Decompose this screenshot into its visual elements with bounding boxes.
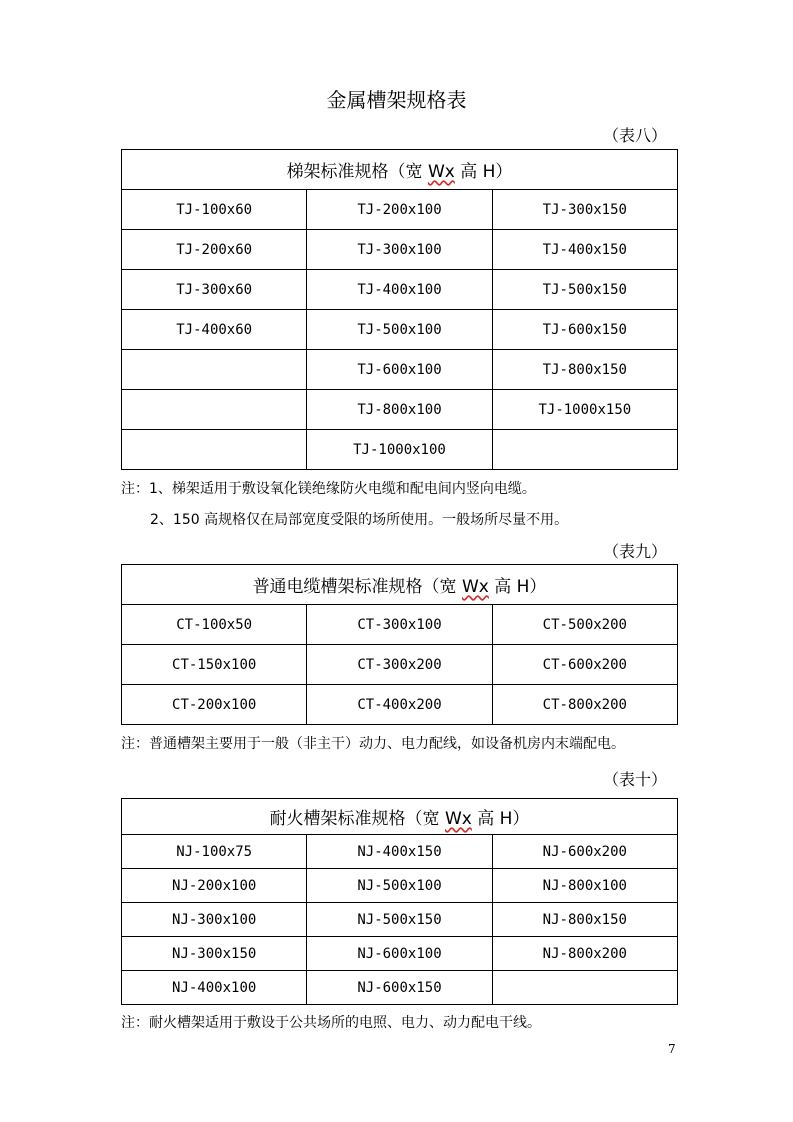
table-cell: CT-300x200 (307, 645, 492, 685)
table-row (122, 390, 678, 430)
table-row (122, 270, 678, 310)
table-cell: TJ-300x100 (307, 230, 492, 270)
table-cell: NJ-600x100 (307, 937, 492, 971)
table-10-note: 注：耐火槽架适用于敷设于公共场所的电照、电力、动力配电干线。 (121, 1015, 541, 1031)
table-row (122, 835, 678, 869)
table-header: 耐火槽架标准规格（宽 Wx 高 H） (122, 799, 678, 835)
page-title: 金属槽架规格表 (326, 88, 467, 112)
table-row (122, 971, 678, 1005)
table-cell: TJ-400x150 (492, 230, 677, 270)
table-cell: CT-800x200 (492, 685, 677, 725)
table-cell (492, 971, 677, 1005)
table-row (122, 645, 678, 685)
table-cell (122, 430, 307, 470)
table-row (122, 350, 678, 390)
table-cell: CT-200x100 (122, 685, 307, 725)
table-cell: TJ-600x100 (307, 350, 492, 390)
table-8-note-1: 注：1、梯架适用于敷设氧化镁绝缘防火电缆和配电间内竖向电缆。 (121, 481, 536, 497)
table-cell: TJ-800x100 (307, 390, 492, 430)
table-cell: NJ-500x150 (307, 903, 492, 937)
table-row (122, 430, 678, 470)
table-cell: TJ-300x60 (122, 270, 307, 310)
table-cell: CT-500x200 (492, 605, 677, 645)
table-header: 普通电缆槽架标准规格（宽 Wx 高 H） (122, 565, 678, 605)
table-cell (492, 430, 677, 470)
table-row (122, 685, 678, 725)
table-cell: TJ-600x150 (492, 310, 677, 350)
table-header: 梯架标准规格（宽 Wx 高 H） (122, 150, 678, 190)
table-cell: NJ-500x100 (307, 869, 492, 903)
table-cell: TJ-100x60 (122, 190, 307, 230)
table-cell: NJ-400x150 (307, 835, 492, 869)
table-cell: NJ-600x200 (492, 835, 677, 869)
table-cell: NJ-400x100 (122, 971, 307, 1005)
table-cell: NJ-300x100 (122, 903, 307, 937)
table-cell: CT-400x200 (307, 685, 492, 725)
table-8-note-2: 2、150 高规格仅在局部宽度受限的场所使用。一般场所尽量不用。 (150, 512, 569, 528)
table-cell: CT-100x50 (122, 605, 307, 645)
table-cell: TJ-500x100 (307, 310, 492, 350)
table-cell: TJ-400x60 (122, 310, 307, 350)
page-number: 7 (668, 1042, 676, 1056)
table-row (122, 190, 678, 230)
table-cell (122, 390, 307, 430)
table-cell: TJ-1000x100 (307, 430, 492, 470)
table-cell: NJ-800x100 (492, 869, 677, 903)
table-cell: NJ-800x150 (492, 903, 677, 937)
table-cell: TJ-200x60 (122, 230, 307, 270)
table-cell: NJ-600x150 (307, 971, 492, 1005)
table-9-tag: （表九） (602, 542, 667, 561)
table-row (122, 937, 678, 971)
table-cell: CT-150x100 (122, 645, 307, 685)
table-cell: TJ-200x100 (307, 190, 492, 230)
table-row (122, 869, 678, 903)
table-8-tag: （表八） (602, 126, 667, 145)
table-row (122, 310, 678, 350)
table-10-tag: （表十） (602, 770, 667, 789)
table-cell: NJ-200x100 (122, 869, 307, 903)
table-cell (122, 350, 307, 390)
table-9-note: 注：普通槽架主要用于一般（非主干）动力、电力配线，如设备机房内末端配电。 (121, 736, 625, 752)
table-10-fireproof-tray-specs (121, 798, 678, 1005)
table-row (122, 230, 678, 270)
table-cell: CT-600x200 (492, 645, 677, 685)
table-cell: NJ-800x200 (492, 937, 677, 971)
table-cell: TJ-500x150 (492, 270, 677, 310)
table-cell: NJ-300x150 (122, 937, 307, 971)
table-8-ladder-specs (121, 149, 678, 470)
table-cell: NJ-100x75 (122, 835, 307, 869)
table-row (122, 903, 678, 937)
table-cell: TJ-800x150 (492, 350, 677, 390)
table-cell: TJ-1000x150 (492, 390, 677, 430)
table-row (122, 605, 678, 645)
table-cell: TJ-300x150 (492, 190, 677, 230)
table-cell: TJ-400x100 (307, 270, 492, 310)
table-cell: CT-300x100 (307, 605, 492, 645)
table-9-cable-tray-specs (121, 564, 678, 725)
